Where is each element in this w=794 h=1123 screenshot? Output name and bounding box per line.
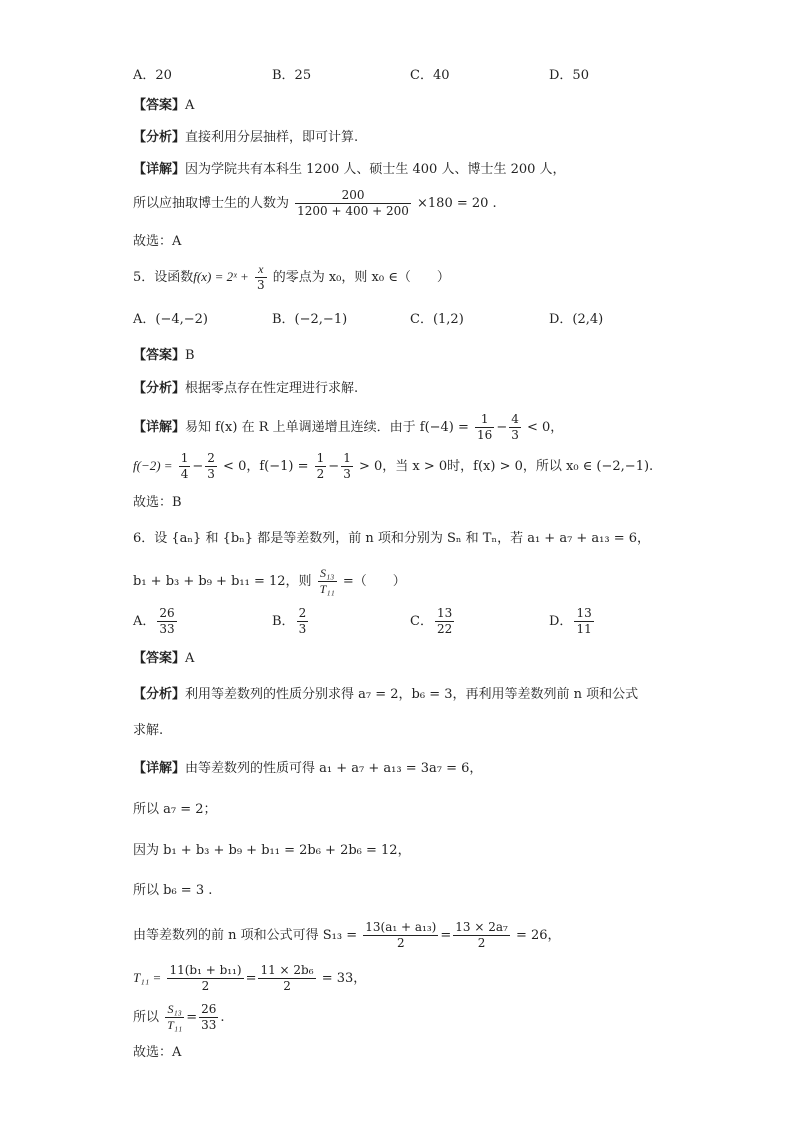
q6-detail-3: 因为 b₁ + b₃ + b₉ + b₁₁ = 2b₆ + 2b₆ = 12， <box>133 843 411 858</box>
q5-option-a: A．(−4,−2) <box>133 312 208 327</box>
q5-answer: 【答案】B <box>133 348 195 363</box>
q5-choose: 故选：B <box>133 495 182 510</box>
q6-detail-5: 由等差数列的前 n 项和公式可得 S₁₃ = $\frac{\text{13(a₁ + a₁₃)}}{2}$ = $\frac{\text{13 × 2a₇}}{2}$ = 26， <box>133 920 561 950</box>
q6-analysis: 【分析】利用等差数列的性质分别求得 a₇ = 2，b₆ = 3，再利用等差数列前 n 项和公式 <box>133 687 639 702</box>
fraction: $\frac{13}{11}$ <box>576 606 592 636</box>
fraction: $\frac{2}{3}$ <box>298 606 307 636</box>
fraction: $\frac{1}{3}$ <box>343 451 351 481</box>
fraction: $\frac{4}{3}$ <box>511 412 519 442</box>
fraction: $\frac{\text{S₁₃}}{\text{T₁₁}}$ <box>319 566 335 596</box>
q4-detail-2: 所以应抽取博士生的人数为 $\frac{200}{1200 + 400 + 200}$ ×180 = 20 . <box>133 188 497 218</box>
q6-stem-2: b₁ + b₃ + b₉ + b₁₁ = 12，则 $\frac{\text{S₁₃}}{\text{T₁₁}}$ =（ ） <box>133 566 406 596</box>
q5-option-d: D．(2,4) <box>549 312 604 327</box>
q6-detail-1: 【详解】由等差数列的性质可得 a₁ + a₇ + a₁₃ = 3a₇ = 6， <box>133 761 483 776</box>
q4-option-d: D．50 <box>549 68 589 83</box>
fraction: $\frac{\text{13(a₁ + a₁₃)}}{2}$ <box>365 920 437 950</box>
fraction: $\frac{\text{S₁₃}}{\text{T₁₁}}$ <box>167 1002 183 1032</box>
fraction: $\frac{\text{11(b₁ + b₁₁)}}{2}$ <box>169 963 242 993</box>
fraction: $\frac{1}{16}$ <box>477 412 493 442</box>
q6-option-c: C． $\frac{13}{22}$ <box>410 606 453 636</box>
q4-analysis: 【分析】直接利用分层抽样，即可计算. <box>133 130 359 145</box>
fraction: $\frac{2}{3}$ <box>207 451 215 481</box>
fraction: $\frac{13}{22}$ <box>436 606 453 636</box>
q6-choose: 故选：A <box>133 1045 182 1060</box>
q4-choose: 故选：A <box>133 234 182 249</box>
q5-stem: 5．设函数f(x) = 2ˣ + $\frac{x}{3}$ 的零点为 x₀，则 x₀ ∈（ ） <box>133 262 450 292</box>
q4-answer: 【答案】A <box>133 98 195 113</box>
fraction: $\frac{\text{13 × 2a₇}}{2}$ <box>455 920 508 950</box>
fraction: $\frac{1}{2}$ <box>316 451 325 481</box>
q4-detail-1: 【详解】因为学院共有本科生 1200 人、硕士生 400 人、博士生 200 人， <box>133 162 566 177</box>
q4-option-c: C．40 <box>410 68 450 83</box>
fraction: $\frac{26}{33}$ <box>201 1002 217 1032</box>
q6-answer: 【答案】A <box>133 651 195 666</box>
q6-option-a: A． $\frac{26}{33}$ <box>133 606 175 636</box>
fraction: $\frac{1}{4}$ <box>180 451 189 481</box>
q6-option-b: B． $\frac{2}{3}$ <box>272 606 307 636</box>
fraction: $\frac{26}{33}$ <box>159 606 175 636</box>
q5-option-c: C．(1,2) <box>410 312 464 327</box>
q4-option-a: A．20 <box>133 68 172 83</box>
q5-detail-2: f(−2) = $\frac{1}{4}$ − $\frac{2}{3}$ < 0，f(−1) = $\frac{1}{2}$ − $\frac{1}{3}$ > 0，当 x > 0时，f(x) > 0，所以 x₀ ∈ (−2,−1). <box>133 451 654 481</box>
q6-detail-6: T₁₁ = $\frac{\text{11(b₁ + b₁₁)}}{2}$ = $\frac{\text{11 × 2b₆}}{2}$ = 33， <box>133 963 367 993</box>
fraction: $\frac{x}{3}$ <box>256 262 265 292</box>
q6-detail-4: 所以 b₆ = 3 . <box>133 883 213 898</box>
q6-analysis-2: 求解. <box>133 723 164 738</box>
q6-option-d: D． $\frac{13}{11}$ <box>549 606 592 636</box>
q5-option-b: B．(−2,−1) <box>272 312 348 327</box>
q6-detail-2: 所以 a₇ = 2； <box>133 802 217 817</box>
q5-analysis: 【分析】根据零点存在性定理进行求解. <box>133 381 359 396</box>
q5-detail-1: 【详解】易知 f(x) 在 R 上单调递增且连续．由于 f(−4) = $\frac{1}{16}$ − $\frac{4}{3}$ < 0， <box>133 412 564 442</box>
fraction: $\frac{200}{1200 + 400 + 200}$ <box>297 188 409 218</box>
q6-stem-1: 6．设 {aₙ} 和 {bₙ} 都是等差数列，前 n 项和分别为 Sₙ 和 Tₙ，若 a₁ + a₇ + a₁₃ = 6， <box>133 531 651 546</box>
fraction: $\frac{\text{11 × 2b₆}}{2}$ <box>260 963 314 993</box>
q4-option-b: B．25 <box>272 68 312 83</box>
q6-detail-7: 所以 $\frac{\text{S₁₃}}{\text{T₁₁}}$ = $\frac{26}{33}$ . <box>133 1002 225 1032</box>
